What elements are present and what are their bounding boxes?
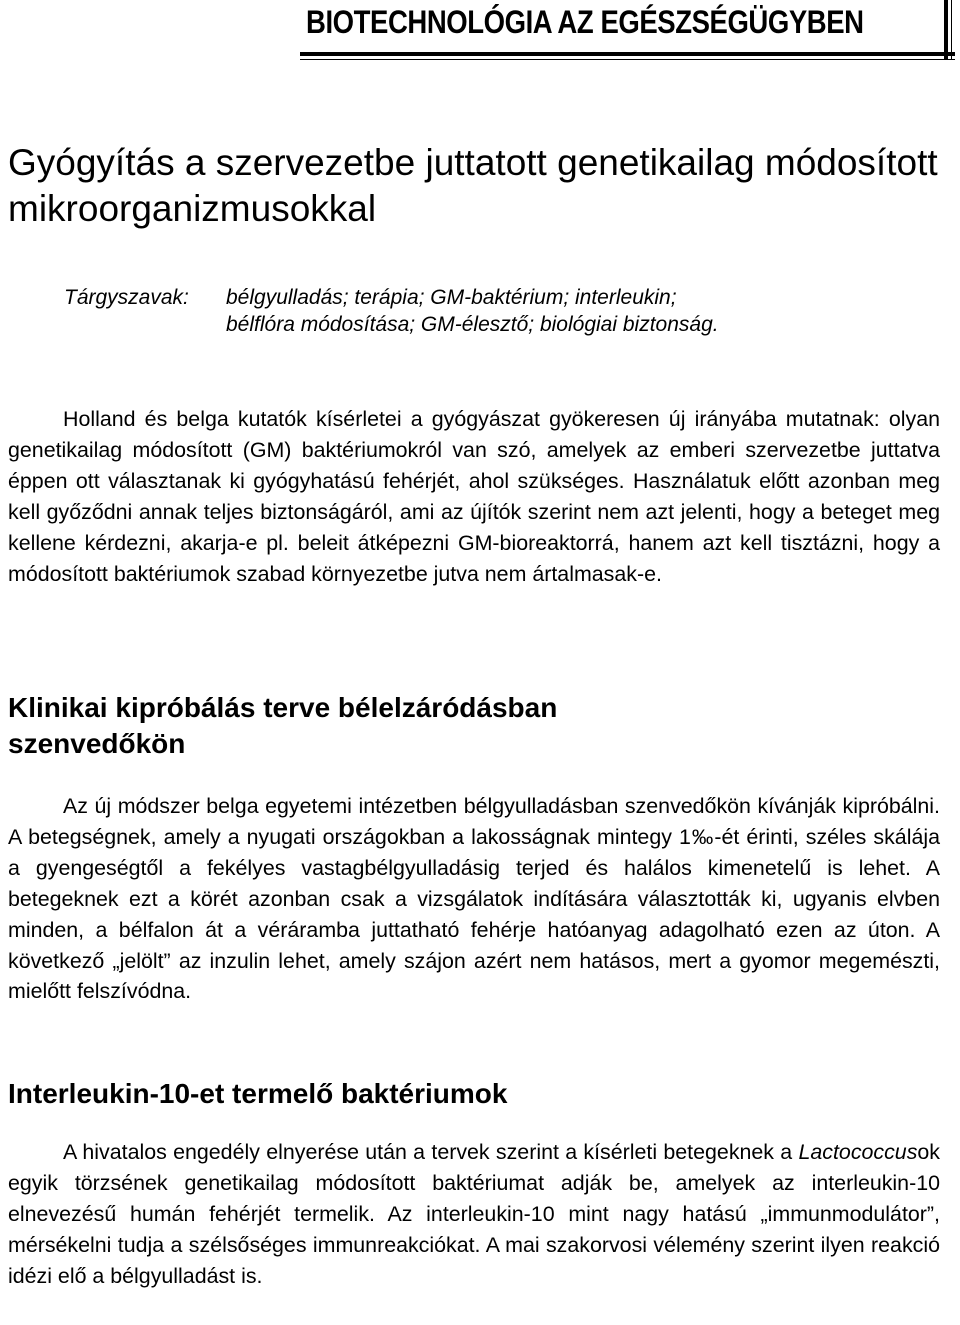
body-text-part: ok egyik törzsének genetikailag módosított baktériumat adják be, amelyek az interleukin-10 elnevezésű humán fehérjét termelik. Az interleukin-10 mint nagy hatású „immunmodulátor”, mérsékelni tudja a szélsőséges immunreakciókat. A mai szakorvosi vélemény szerint ilyen reakció idézi elő a bélgyulladást is. xyxy=(8,1140,940,1288)
header-rule-bottom-thin xyxy=(300,59,955,60)
keywords-row-1 xyxy=(64,284,924,311)
keywords-indent xyxy=(64,311,226,338)
species-name-italic: Lactococcus xyxy=(798,1140,918,1164)
keywords-label: Tárgyszavak: xyxy=(64,286,189,309)
section-body-interleukin xyxy=(8,1137,940,1292)
article-title: Gyógyítás a szervezetbe juttatott genetikailag módosított mikroorganizmusokkal xyxy=(8,142,938,229)
keywords-line-2: bélflóra módosítása; GM-élesztő; biológiai biztonság. xyxy=(226,313,719,336)
section-body-clinical-trial: Az új módszer belga egyetemi intézetben bélgyulladásban szenvedőkön kívánják kipróbálni. A betegségnek, amely a nyugati országokban a lakosságnak mintegy 1‰-ét érinti, széles skálája a gyengeségtől a fekélyes vastagbélgyulladásig terjed és halálos kimenetelű is lehet. A betegeknek ezt a körét azonban csak a vizsgálatok indítására választották ki, ugyanis elvben minden, a bélfalon át a véráramba juttatható fehérje hatóanyag adagolható ezen az úton. A következő „jelölt” az inzulin lehet, amely szájon azért nem hatásos, mert a gyomor megemészti, mielőtt felszívódna. xyxy=(8,794,940,1004)
intro-paragraph: Holland és belga kutatók kísérletei a gyógyászat gyökeresen új irányába mutatnak: olyan genetikailag módosított (GM) baktériumokról van szó, amelyek az emberi szervezetbe juttatva éppen ott választanak ki gyógyhatású fehérjét, ahol szükséges. Használatuk előtt azonban meg kell győződni annak teljes biztonságáról, ami az újítók szerint nem azt jelenti, hogy a beteget meg kellene kérdezni, akarja-e pl. beleit átképezni GM-bioreaktorrá, hanem azt kell tisztázni, hogy a módosított baktériumok szabad környezetbe jutva nem ártalmasak-e. xyxy=(8,407,940,586)
header-rule-right-thin xyxy=(951,0,952,60)
section-heading-interleukin: Interleukin-10-et termelő baktériumok xyxy=(8,1078,508,1109)
running-header xyxy=(0,0,960,56)
keywords-block xyxy=(64,284,924,338)
keywords-line-1: bélgyulladás; terápia; GM-baktérium; interleukin; xyxy=(226,286,677,309)
keywords-row-2 xyxy=(64,311,924,338)
running-header-title: BIOTECHNOLÓGIA AZ EGÉSZSÉGÜGYBEN xyxy=(306,4,864,40)
header-rule-right xyxy=(944,0,948,60)
body-text-part: A hivatalos engedély elnyerése után a tervek szerint a kísérleti betegeknek a xyxy=(63,1140,799,1164)
header-rule-bottom xyxy=(300,52,955,56)
section-heading-clinical-trial: Klinikai kipróbálás terve bélelzáródásban szenvedőkön xyxy=(8,692,558,759)
